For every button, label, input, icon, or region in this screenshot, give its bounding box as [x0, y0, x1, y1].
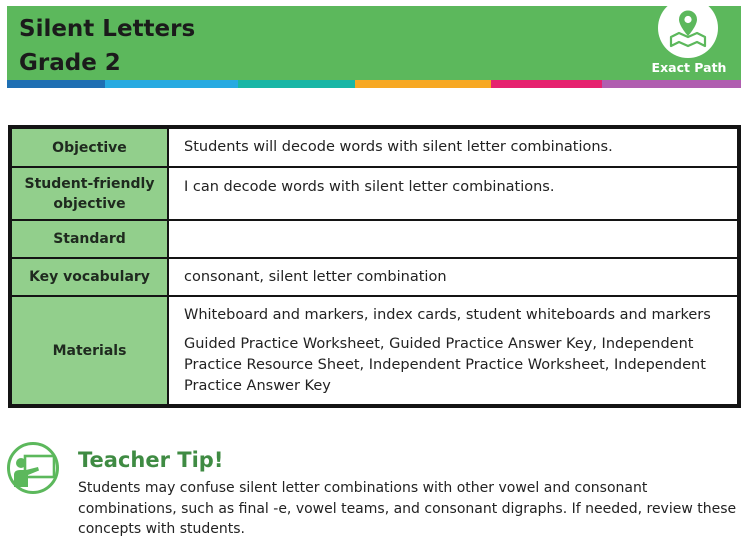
- tip-body: Students may confuse silent letter combinations with other vowel and consonant combinations, such as final -e, vowel teams, and consonant digraphs. If needed, review these concepts with students.: [78, 480, 737, 537]
- row-label: Key vocabulary: [10, 258, 168, 296]
- table-row-standard: [10, 220, 739, 258]
- page-title: [19, 12, 195, 80]
- brand-name: Exact Path: [651, 60, 727, 75]
- row-value: [168, 296, 739, 406]
- lesson-overview-table: [8, 125, 741, 408]
- stripe-segment: [238, 80, 355, 88]
- row-value: [168, 220, 739, 258]
- stripe-segment: [602, 80, 741, 88]
- exact-path-logo: [658, 0, 718, 58]
- row-label: [10, 167, 168, 220]
- color-stripe: [7, 80, 741, 88]
- stripe-segment: [355, 80, 491, 88]
- row-value: Students will decode words with silent letter combinations.: [168, 127, 739, 167]
- materials-line: Whiteboard and markers, index cards, student whiteboards and markers: [184, 306, 711, 323]
- teacher-whiteboard-icon: [6, 441, 60, 495]
- row-value: consonant, silent letter combination: [168, 258, 739, 296]
- row-label-line-2: objective: [53, 195, 126, 212]
- row-label: Materials: [10, 296, 168, 406]
- map-pin-icon: [666, 6, 710, 50]
- stripe-segment: [105, 80, 238, 88]
- tip-title: Teacher Tip!: [78, 448, 224, 472]
- row-label-line-1: Student-friendly: [24, 175, 155, 192]
- header-banner: [7, 6, 741, 80]
- page-title-line-1: Silent Letters: [19, 16, 196, 42]
- table-row-key-vocabulary: [10, 258, 739, 296]
- page-title-line-2: Grade 2: [19, 50, 121, 76]
- table-row-materials: [10, 296, 739, 406]
- row-label: Objective: [10, 127, 168, 167]
- row-value: I can decode words with silent letter combinations.: [168, 167, 739, 220]
- table-row-objective: [10, 127, 739, 167]
- materials-line: Guided Practice Worksheet, Guided Practice Answer Key, Independent Practice Resource Sheet, Independent Practice Worksheet, Independent Practice Answer Key: [184, 335, 706, 394]
- table-row-student-objective: [10, 167, 739, 220]
- stripe-segment: [7, 80, 105, 88]
- row-label: Standard: [10, 220, 168, 258]
- stripe-segment: [491, 80, 602, 88]
